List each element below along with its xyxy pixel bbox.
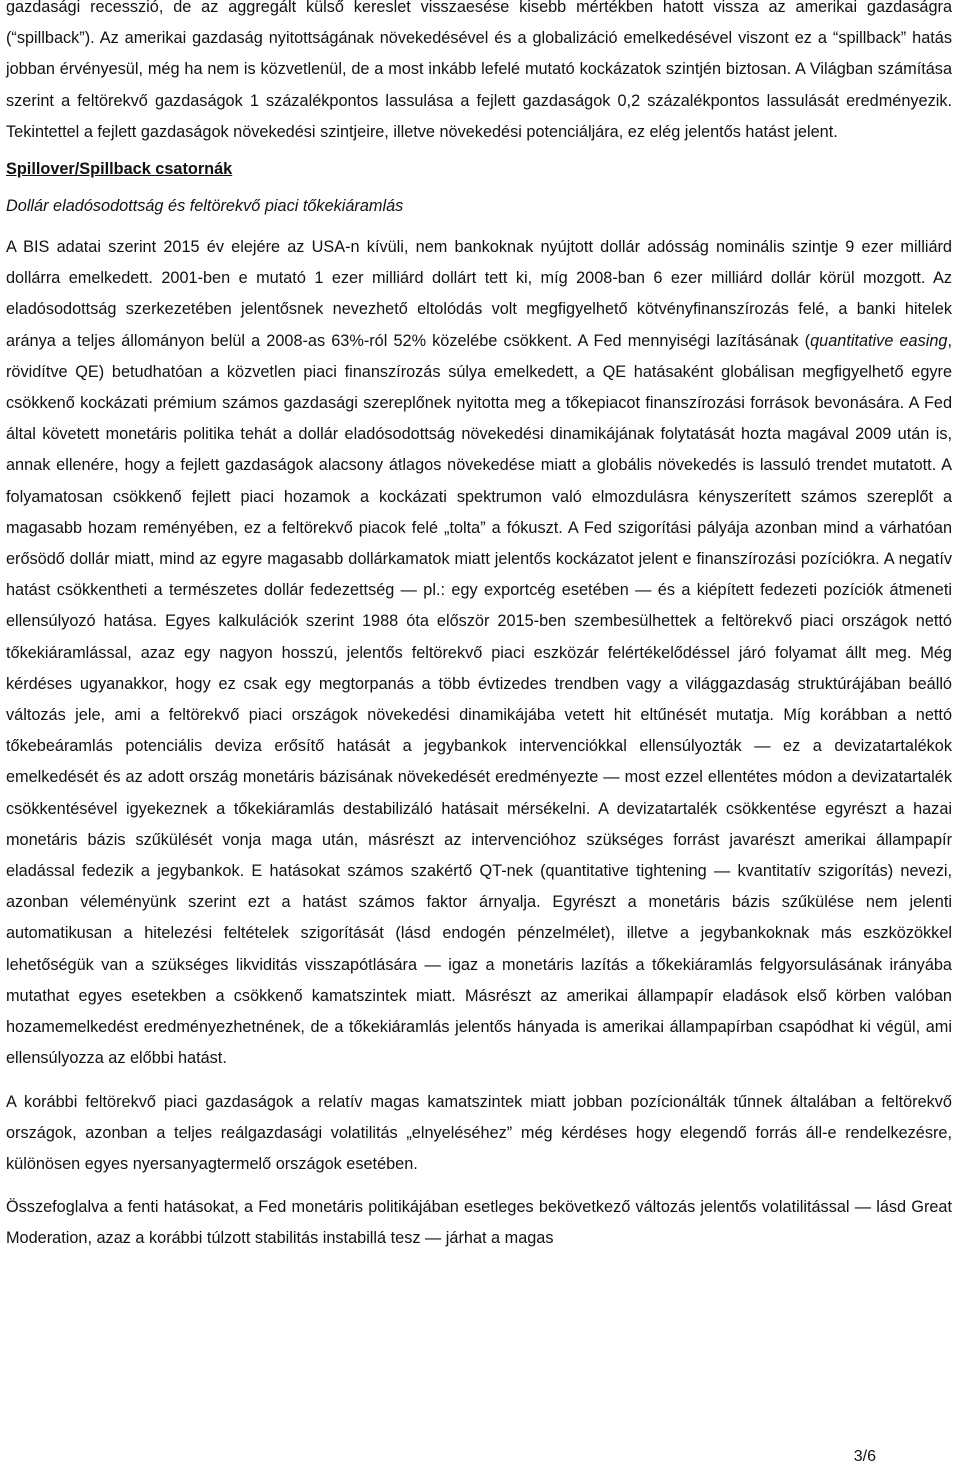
paragraph-summary: Összefoglalva a fenti hatásokat, a Fed monetáris politikájában esetleges bekövetkező változás jelentős volatilitással ― lásd Great Moderation, azaz a korábbi túlzott stabilitás instabillá tesz ― járhat a magas [6,1198,952,1248]
page-number: 3/6 [853,1448,876,1465]
subsection-heading: Dollár eladósodottság és feltörekvő piaci tőkekiáramlás [6,197,404,216]
italic-term: quantitative easing [810,331,948,350]
paragraph-text: A BIS adatai szerint 2015 év elejére az USA-n kívüli, nem bankoknak nyújtott dollár adósság nominális szintje 9 ezer milliárd dollárra emelkedett. 2001-ben e mutató 1 ezer milliárd dollárt tett ki, míg 2008-ban 6 ezer milliárd dollár körül mozgott. Az eladósodottság szerkezetében jelentősnek nevezhető eltolódás volt megfigyelhető kötvényfinanszírozás felé, a banki hitelek aránya a teljes állományon belül a 2008-as 63%-ról 52% közelébe csökkent. A Fed mennyiségi lazításának ( [6,238,952,350]
section-heading: Spillover/Spillback csatornák [6,160,233,179]
paragraph-text: , rövidítve QE) betudhatóan a közvetlen piaci finanszírozás súlya emelkedett, a QE hatásaként globálisan megfigyelhető egyre csökkenő kockázati prémium számos gazdasági szereplőnek nyitotta meg a tőkepiacot finanszírozási források bevonására. A Fed által követett monetáris politika tehát a dollár eladósodottság növekedési dinamikájának folytatását hozta magával 2009 után is, annak ellenére, hogy a fejlett gazdaságok alacsony átlagos növekedése miatt a globális növekedés is lassuló trendet mutatott. A folyamatosan csökkenő fejlett piaci hozamok a kockázati spektrumon való elmozdulásra kényszerített számos szereplőt a magasabb hozam reményében, ez a feltörekvő piacok felé „tolta” a fókuszt. A Fed szigorítási pályája azonban mind a várhatóan erősödő dollár miatt, mind az egyre magasabb dollárkamatok miatt jelentős kockázatot jelent e finanszírozási pozíciókra. A negatív hatást csökkentheti a természetes dollár fedezettség ― pl.: egy exportcég esetében ― és a kiépített fedezeti pozíciók átmeneti ellensúlyozó hatása. Egyes kalkulációk szerint 1988 óta először 2015-ben szembesülhettek a feltörekvő piaci országok nettó tőkekiáramlással, azaz egy nagyon hosszú, jelentős feltörekvő piaci eszközár felértékelődéssel járó folyamat állt meg. Még kérdéses ugyanakkor, hogy ez csak egy megtorpanás a több évtizedes trendben vagy a világgazdaság struktúrájában beálló változás jele, ami a feltörekvő piaci országok növekedési dinamikájába vetett hit eltűnését mutatja. Míg korábban a nettó tőkebeáramlás potenciális deviza erősítő hatását a jegybankok intervenciókkal ellensúlyozták ― ez a devizatartalékok emelkedését és az adott ország monetáris bázisának növekedését eredményezte ― most ezzel ellentétes módon a devizatartalék csökkentésével igyekeznek a tőkekiáramlás destabilizáló hatásait mérsékelni. A devizatartalék csökkentése egyrészt a hazai monetáris bázis szűkülését vonja maga után, másrészt az intervencióhoz szükséges forrást javarészt amerikai állampapír eladással fedezik a jegybankok. E hatásokat számos szakértő QT-nek (quantitative tightening ― kvantitatív szigorítás) nevezi, azonban véleményünk szerint ezt a hatást számos faktor árnyalja. Egyrészt a monetáris bázis szűkülése nem jelenti automatikusan a hitelezési feltételek szigorítását (lásd endogén pénzelmélet), illetve a jegybankoknak más eszközökkel lehetőségük van a szükséges likviditás visszapótlására ― igaz a monetáris lazítás a tőkekiáramlás felgyorsulásának irányába mutathat egyes esetekben a csökkenő kamatszintek miatt. Másrészt az amerikai állampapír eladások első körben valóban hozamemelkedést eredményezhetnének, de a tőkekiáramlás jelentős hányada is amerikai állampapírban csapódhat ki végül, ami ellensúlyozza az előbbi hatást. [6,331,952,1068]
paragraph-intro: gazdasági recesszió, de az aggregált külső kereslet visszaesése kisebb mértékben hatott vissza az amerikai gazdaságra (“spillback”). Az amerikai gazdaság nyitottságának növekedésével és a globalizáció emelkedésével viszont ez a “spillback” hatás jobban érvényesül, még ha nem is közvetlenül, de a most inkább lefelé mutató kockázatok szintjén biztosan. A Világban számítása szerint a feltörekvő gazdaságok 1 százalékpontos lassulása a fejlett gazdaságok 0,2 százalékpontos lassulását eredményezik. Tekintettel a fejlett gazdaságok növekedési szintjeire, illetve növekedési potenciáljára, ez elég jelentős hatást jelent. [6,0,952,141]
paragraph-emerging-positions: A korábbi feltörekvő piaci gazdaságok a relatív magas kamatszintek miatt jobban pozícionálták tűnnek általában a feltörekvő országok, azonban a teljes reálgazdasági volatilitás „elnyeléséhez” még kérdéses hogy elegendő forrás áll-e rendelkezésre, különösen egyes nyersanyagtermelő országok esetében. [6,1092,952,1173]
spacer [6,1180,952,1192]
spacer [6,1075,952,1087]
paragraph-dollar-debt [6,232,952,1074]
spacer [6,222,952,232]
